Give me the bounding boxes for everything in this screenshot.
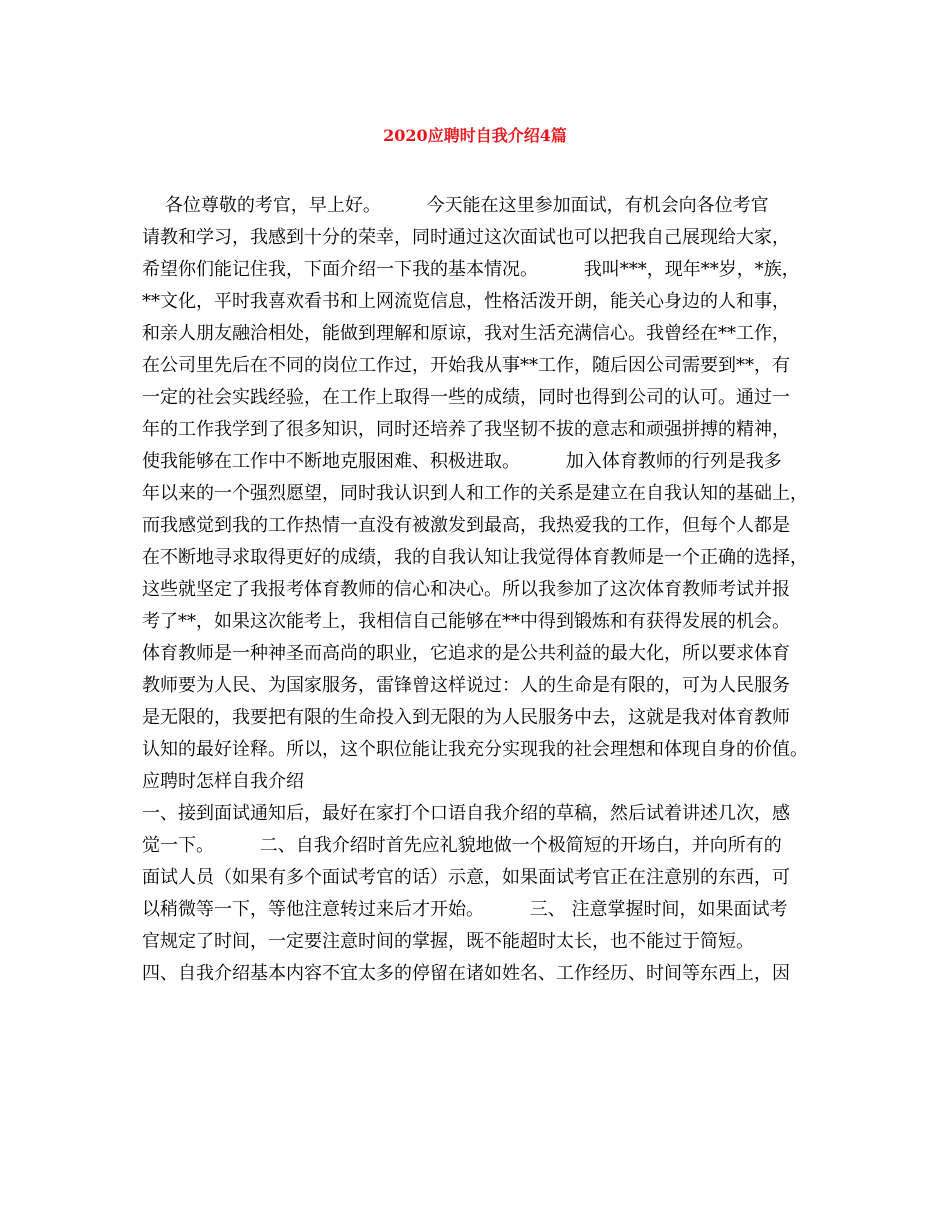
text-line: 官规定了时间，一定要注意时间的掌握，既不能超时太长，也不能过于简短。 [142,931,754,952]
text-line: 考了**，如果这次能考上，我相信自己能够在**中得到锻炼和有获得发展的机会。 [142,611,790,632]
text-line: 觉一下。 二、自我介绍时首先应礼貌地做一个极简短的开场白，并向所有的 [142,835,782,856]
text-line: 使我能够在工作中不断地克服困难、积极进取。 加入体育教师的行列是我多 [142,451,782,472]
text-line: 而我感觉到我的工作热情一直没有被激发到最高，我热爱我的工作，但每个人都是 [142,515,790,536]
document-body [142,190,818,990]
text-line: 这些就坚定了我报考体育教师的信心和决心。所以我参加了这次体育教师考试并报 [142,579,790,600]
text-line: 各位尊敬的考官，早上好。 今天能在这里参加面试，有机会向各位考官 [142,195,769,216]
text-line: 一定的社会实践经验，在工作上取得一些的成绩，同时也得到公司的认可。通过一 [142,387,790,408]
text-line: 四、自我介绍基本内容不宜太多的停留在诸如姓名、工作经历、时间等东西上，因 [142,963,790,984]
text-line: 在不断地寻求取得更好的成绩，我的自我认知让我觉得体育教师是一个正确的选择， [142,547,808,568]
text-line: 和亲人朋友融洽相处，能做到理解和原谅，我对生活充满信心。我曾经在**工作， [142,323,790,344]
text-line: 体育教师是一种神圣而高尚的职业，它追求的是公共利益的最大化，所以要求体育 [142,643,790,664]
text-line: 在公司里先后在不同的岗位工作过，开始我从事**工作，随后因公司需要到**，有 [142,355,790,376]
text-line: 是无限的，我要把有限的生命投入到无限的为人民服务中去，这就是我对体育教师 [142,707,790,728]
text-line: 教师要为人民、为国家服务，雷锋曾这样说过：人的生命是有限的，可为人民服务 [142,675,790,696]
text-line: 请教和学习，我感到十分的荣幸，同时通过这次面试也可以把我自己展现给大家， [142,227,790,248]
text-line: **文化，平时我喜欢看书和上网流览信息，性格活泼开朗，能关心身边的人和事， [142,291,790,312]
document-title: 2020应聘时自我介绍4篇 [383,126,567,145]
text-line: 年以来的一个强烈愿望，同时我认识到人和工作的关系是建立在自我认知的基础上， [142,483,808,504]
text-line: 年的工作我学到了很多知识，同时还培养了我坚韧不拔的意志和顽强拼搏的精神， [142,419,790,440]
section-heading: 应聘时怎样自我介绍 [142,771,304,792]
text-line: 希望你们能记住我，下面介绍一下我的基本情况。 我叫***，现年**岁，*族， [142,259,800,280]
text-line: 面试人员（如果有多个面试考官的话）示意，如果面试考官正在注意别的东西，可 [142,867,790,888]
text-line: 以稍微等一下，等他注意转过来后才开始。 三、 注意掌握时间，如果面试考 [142,899,788,920]
text-line: 一、接到面试通知后，最好在家打个口语自我介绍的草稿，然后试着讲述几次，感 [142,803,790,824]
text-line: 认知的最好诠释。所以，这个职位能让我充分实现我的社会理想和体现自身的价值。 [142,739,808,760]
